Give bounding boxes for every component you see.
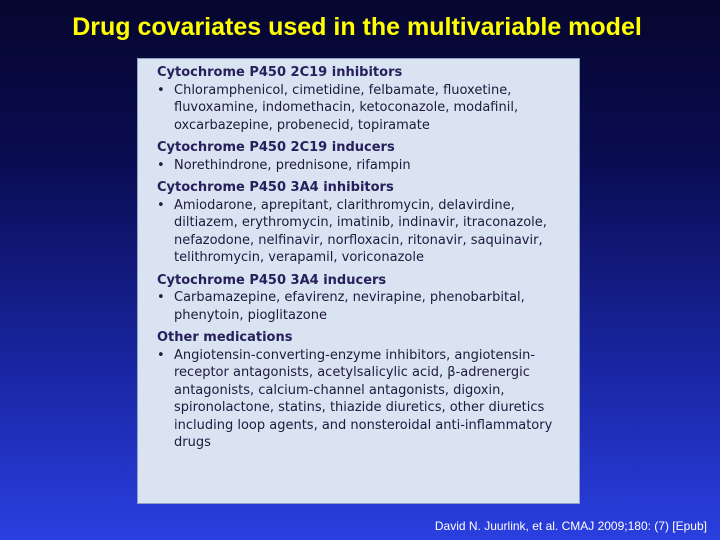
bullet-icon: •: [157, 290, 165, 305]
list-item-text: Amiodarone, aprepitant, clarithromycin, delavirdine, diltiazem, erythromycin, imatinib, indinavir, itraconazole, nefazodone, nelfinavir, norfloxacin, ritonavir, saquinavir, telithromycin, verapamil, voriconazole: [174, 197, 547, 265]
list-item-2c19-inducers: [157, 157, 573, 175]
list-item-2c19-inhibitors: [157, 82, 573, 135]
list-item-other-medications: [157, 347, 573, 452]
section-heading-2c19-inducers: Cytochrome P450 2C19 inducers: [157, 140, 395, 155]
section-heading-other-medications: Other medications: [157, 330, 293, 345]
drug-covariates-table: [137, 58, 580, 504]
section-heading-2c19-inhibitors: Cytochrome P450 2C19 inhibitors: [157, 65, 403, 80]
list-item-text: Chloramphenicol, cimetidine, felbamate, fluoxetine, fluvoxamine, indomethacin, ketoconazole, modafinil, oxcarbazepine, probenecid, topiramate: [174, 82, 519, 133]
bullet-icon: •: [157, 82, 165, 98]
list-item-text: Carbamazepine, efavirenz, nevirapine, phenobarbital, phenytoin, pioglitazone: [174, 290, 525, 323]
list-item-3a4-inducers: [157, 289, 573, 324]
bullet-icon: •: [157, 347, 165, 363]
bullet-icon: •: [157, 197, 165, 213]
list-item-3a4-inhibitors: [157, 197, 573, 267]
bullet-icon: •: [157, 157, 165, 173]
section-heading-3a4-inhibitors: Cytochrome P450 3A4 inhibitors: [157, 180, 394, 195]
list-item-text: Norethindrone, prednisone, rifampin: [174, 157, 411, 173]
slide-title: Drug covariates used in the multivariable model: [72, 13, 642, 41]
list-item-text: Angiotensin-converting-enzyme inhibitors, angiotensin-receptor antagonists, acetylsalicylic acid, β-adrenergic antagonists, calcium-channel antagonists, digoxin, spironolactone, statins, thiazide diuretics, other diuretics including loop agents, and nonsteroidal anti-inflammatory drugs: [174, 347, 553, 450]
section-heading-3a4-inducers: Cytochrome P450 3A4 inducers: [157, 272, 387, 288]
citation: David N. Juurlink, et al. CMAJ 2009;180: (7) [Epub]: [434, 519, 707, 533]
